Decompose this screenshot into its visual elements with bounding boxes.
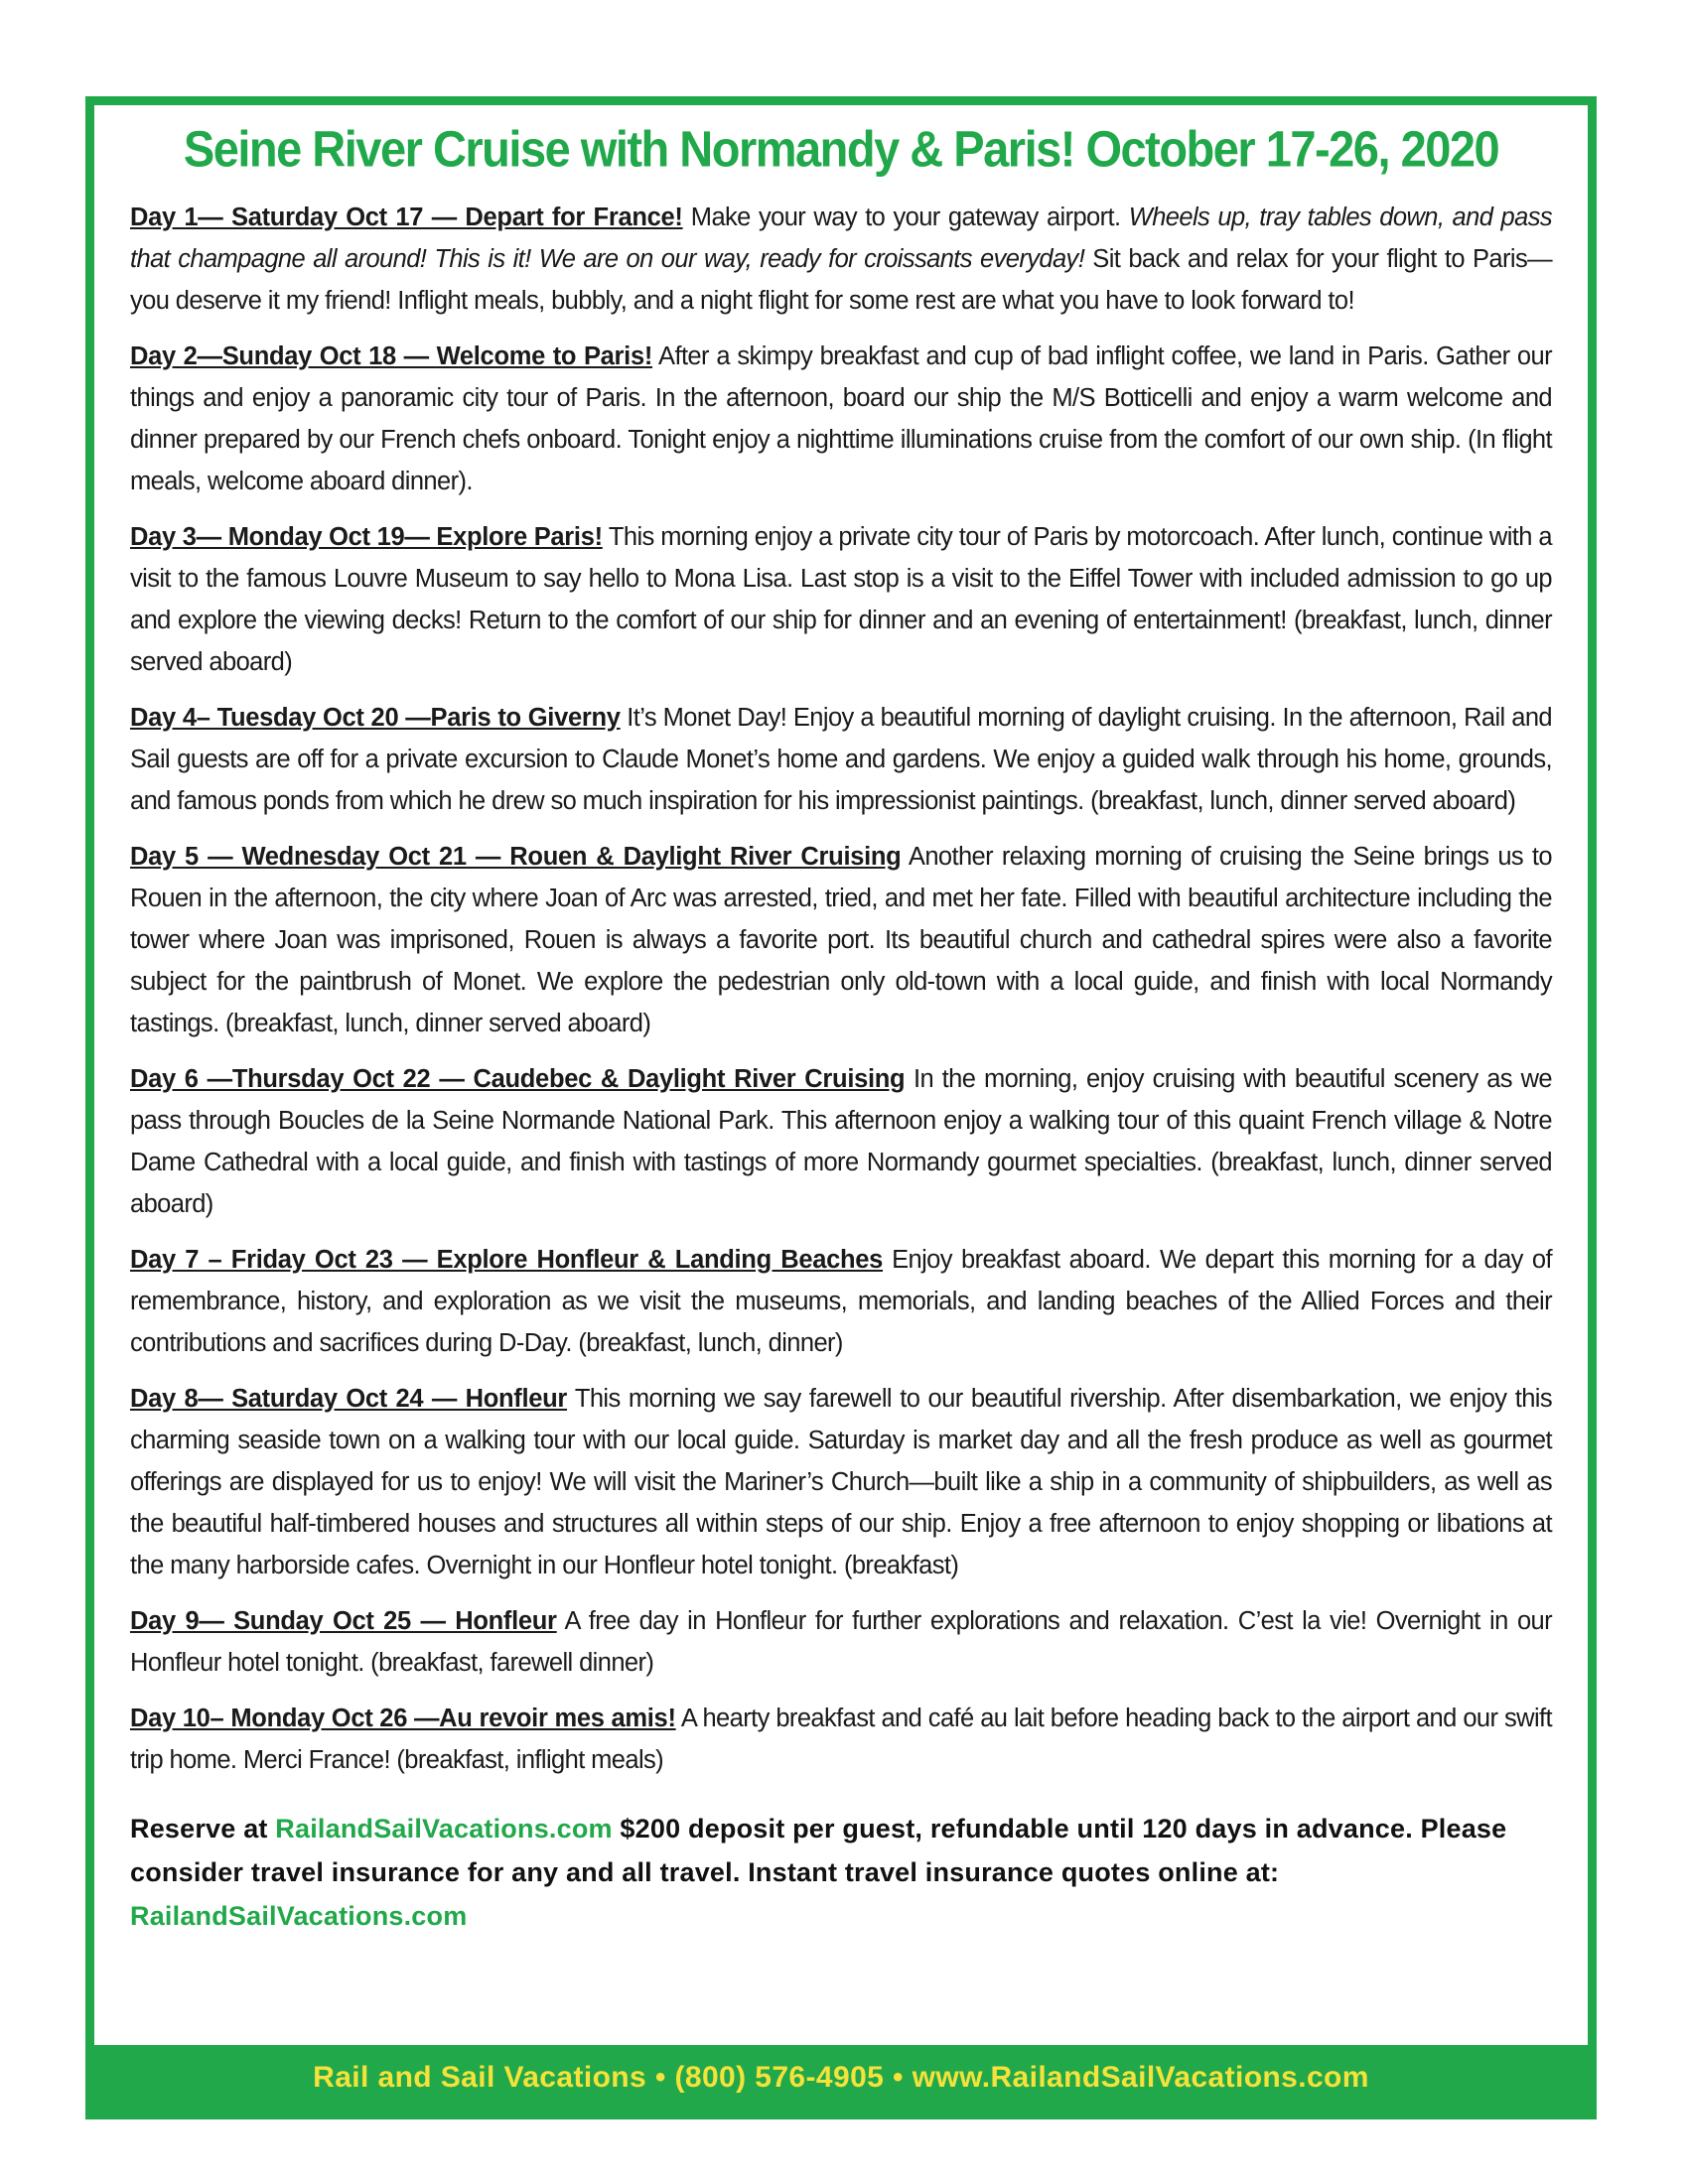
day-text: This morning we say farewell to our beautiful rivership. After disembarkation, we enjoy this charming seaside town on a walking tour with our local guide. Saturday is market day and all the fresh produce as well as gourmet offerings are displayed for us to enjoy! We will visit the Mariner’s Church—built like a ship in a community of shipbuilders, as well as the beautiful half-timbered houses and structures all within steps of our ship. Enjoy a free afternoon to enjoy shopping or libations at the many harborside cafes. Overnight in our Honfleur hotel tonight. (breakfast) — [130, 1385, 1552, 1579]
itinerary-day-6 — [130, 1058, 1552, 1225]
itinerary-day-4 — [130, 697, 1552, 822]
day-text: Make your way to your gateway airport. — [682, 204, 1129, 231]
day-heading: Day 2—Sunday Oct 18 — Welcome to Paris! — [130, 342, 653, 370]
itinerary — [130, 197, 1552, 1938]
day-heading: Day 10– Monday Oct 26 —Au revoir mes amis! — [130, 1705, 676, 1732]
itinerary-day-1 — [130, 197, 1552, 322]
page-title: Seine River Cruise with Normandy & Paris! October 17-26, 2020 — [183, 119, 1499, 178]
day-heading: Day 6 —Thursday Oct 22 — Caudebec & Daylight River Cruising — [130, 1065, 906, 1093]
flyer-frame — [85, 96, 1597, 2119]
insurance-website-link[interactable]: RailandSailVacations.com — [130, 1901, 468, 1931]
day-text: It’s Monet Day! Enjoy a beautiful morning of daylight cruising. In the afternoon, Rail and Sail guests are off for a private excursion to Claude Monet’s home and gardens. We enjoy a guided walk through his home, grounds, and famous ponds from which he drew so much inspiration for his impressionist paintings. (breakfast, lunch, dinner served aboard) — [130, 704, 1552, 815]
website-link[interactable]: RailandSailVacations.com — [275, 1814, 613, 1843]
reserve-details: $200 deposit per guest, refundable until 120 days in advance. Please consider travel insurance for any and all travel. Instant travel insurance quotes online at: — [130, 1814, 1507, 1887]
day-text: Enjoy breakfast aboard. We depart this morning for a day of remembrance, history, and exploration as we visit the museums, memorials, and landing beaches of the Allied Forces and their contributions and sacrifices during D-Day. (breakfast, lunch, dinner) — [130, 1246, 1552, 1357]
itinerary-day-10 — [130, 1698, 1552, 1781]
day-heading: Day 4– Tuesday Oct 20 —Paris to Giverny — [130, 704, 621, 732]
itinerary-day-7 — [130, 1239, 1552, 1364]
itinerary-day-2 — [130, 336, 1552, 502]
day-heading: Day 5 — Wednesday Oct 21 — Rouen & Daylight River Cruising — [130, 843, 902, 871]
itinerary-day-3 — [130, 516, 1552, 683]
itinerary-day-5 — [130, 836, 1552, 1044]
day-text: This morning enjoy a private city tour of Paris by motorcoach. After lunch, continue with a visit to the famous Louvre Museum to say hello to Mona Lisa. Last stop is a visit to the Eiffel Tower with included admission to go up and explore the viewing decks! Return to the comfort of our ship for dinner and an evening of entertainment! (breakfast, lunch, dinner served aboard) — [130, 523, 1552, 676]
day-text: Another relaxing morning of cruising the Seine brings us to Rouen in the afternoon, the city where Joan of Arc was arrested, tried, and met her fate. Filled with beautiful architecture including the tower where Joan was imprisoned, Rouen is always a favorite port. Its beautiful church and cathedral spires were also a favorite subject for the paintbrush of Monet. We explore the pedestrian only old-town with a local guide, and finish with local Normandy tastings. (breakfast, lunch, dinner served aboard) — [130, 843, 1552, 1037]
itinerary-day-8 — [130, 1378, 1552, 1586]
day-heading: Day 1— Saturday Oct 17 — Depart for France! — [130, 204, 683, 231]
footer-bar: Rail and Sail Vacations • (800) 576-4905 • www.RailandSailVacations.com — [94, 2045, 1588, 2111]
day-text: A free day in Honfleur for further explorations and relaxation. C’est la vie! Overnight in our Honfleur hotel tonight. (breakfast, farewell dinner) — [130, 1607, 1552, 1677]
reserve-prefix: Reserve at — [130, 1814, 276, 1843]
day-heading: Day 8— Saturday Oct 24 — Honfleur — [130, 1385, 568, 1413]
itinerary-day-9 — [130, 1600, 1552, 1684]
day-text: After a skimpy breakfast and cup of bad inflight coffee, we land in Paris. Gather our things and enjoy a panoramic city tour of Paris. In the afternoon, board our ship the M/S Botticelli and enjoy a warm welcome and dinner prepared by our French chefs onboard. Tonight enjoy a nighttime illuminations cruise from the comfort of our own ship. (In flight meals, welcome aboard dinner). — [130, 342, 1552, 495]
day-text: In the morning, enjoy cruising with beautiful scenery as we pass through Boucles de la Seine Normande National Park. This afternoon enjoy a walking tour of this quaint French village & Notre Dame Cathedral with a local guide, and finish with tastings of more Normandy gourmet specialties. (breakfast, lunch, dinner served aboard) — [130, 1065, 1552, 1218]
day-heading: Day 7 – Friday Oct 23 — Explore Honfleur & Landing Beaches — [130, 1246, 884, 1274]
reservation-info — [130, 1807, 1552, 1938]
day-text-italic: Wheels up, tray tables down, and pass that champagne all around! This is it! We are on our way, ready for croissants everyday! — [130, 204, 1552, 273]
day-text: Sit back and relax for your flight to Paris—you deserve it my friend! Inflight meals, bubbly, and a night flight for some rest are what you have to look forward to! — [130, 245, 1552, 315]
day-text: A hearty breakfast and café au lait before heading back to the airport and our swift trip home. Merci France! (breakfast, inflight meals) — [130, 1705, 1552, 1774]
day-heading: Day 3— Monday Oct 19— Explore Paris! — [130, 523, 603, 551]
day-heading: Day 9— Sunday Oct 25 — Honfleur — [130, 1607, 557, 1635]
